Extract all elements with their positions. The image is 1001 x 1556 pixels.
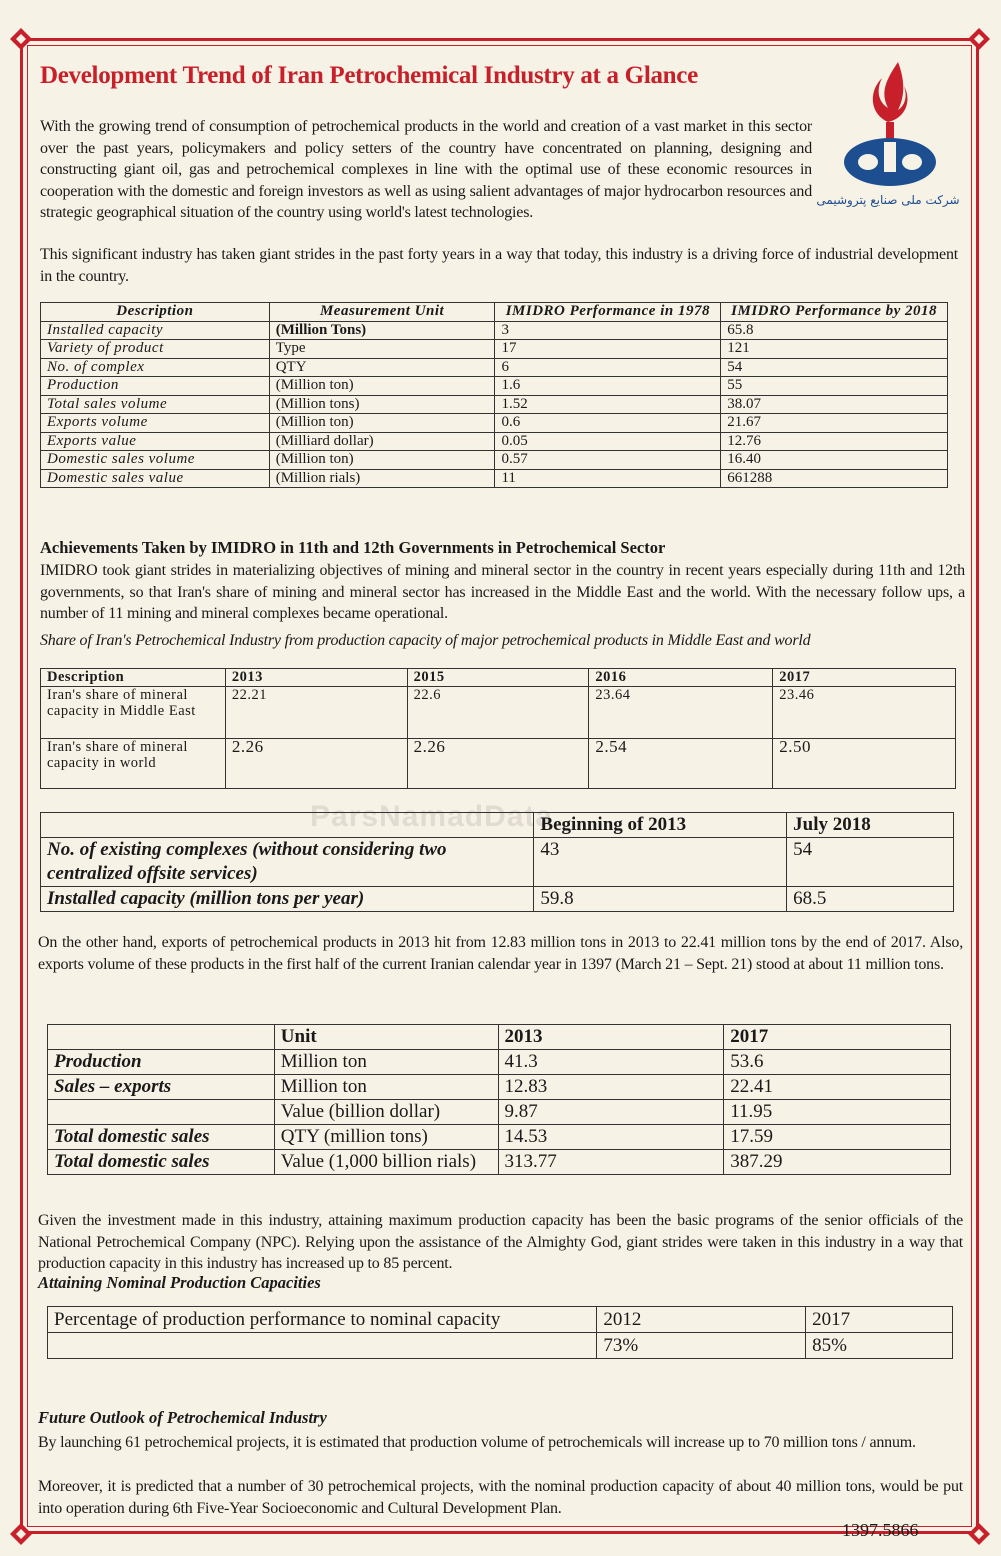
table-row [48,1050,951,1075]
table-row [41,321,948,340]
table-cell: Value (billion dollar) [274,1100,498,1125]
table-cell: (Million rials) [269,469,495,488]
table-cell: 2012 [597,1307,806,1333]
table-cell: 22.41 [724,1075,951,1100]
share-table [40,668,956,789]
table-cell: Iran's share of mineral capacity in Middle East [41,686,226,738]
performance-table [40,302,948,488]
table-cell: (Million tons) [269,395,495,414]
outlook-paragraph: By launching 61 petrochemical projects, it is estimated that production volume of petrochemicals will increase up to 70 million tons / annum. [38,1434,916,1451]
table-cell: 41.3 [498,1050,724,1075]
table-header-row [41,303,948,322]
table-cell: Total sales volume [41,395,270,414]
table-cell: 12.76 [721,432,948,451]
table-header-cell: Description [41,303,270,322]
table-cell: 2.54 [589,738,773,788]
exports-paragraph: On the other hand, exports of petrochemical products in 2013 hit from 12.83 million tons in 2013 to 22.41 million tons by the end of 2017. Also, exports volume of these products in the first half of the current Iranian calendar year in 1397 (March 21 – Sept. 21) stood at about 11 million tons. [38,934,963,973]
table-cell: Type [269,340,495,359]
table-cell: Total domestic sales [48,1150,275,1175]
footer-code: 1397.5866 [842,1520,919,1540]
table-row [41,469,948,488]
table-cell: 23.64 [589,686,773,738]
logo-text: شرکت ملی صنایع پتروشیمی [816,193,960,207]
table-cell: 17 [495,340,721,359]
table-cell: 121 [721,340,948,359]
table-header-row [41,669,956,687]
table-cell: Exports value [41,432,270,451]
table-cell: 11 [495,469,721,488]
intro-paragraph: With the growing trend of consumption of petrochemical products in the world and creation of a vast market in this sector over the past years, policymakers and policy setters of the country have concentrated on planning, designing and constructing giant oil, gas and petrochemical complexes in line with the optimal use of these economic resources in cooperation with the domestic and foreign investors as well as using salient advantages of major hydrocarbon resources and strategic geographical situation of the country using world's latest technologies. [40,118,812,221]
nominal-heading: Attaining Nominal Production Capacities [38,1273,321,1292]
achievements-paragraph: IMIDRO took giant strides in materializing objectives of mining and mineral sector in the country in recent years especially during 11th and 12th governments, so that Iran's share of mining and mineral sector has increased in the Middle East and the world. With the necessary follow ups, a number of 11 mining and mineral complexes became operational. [40,562,965,622]
table-cell: 22.21 [225,686,407,738]
table-cell: Domestic sales value [41,469,270,488]
table-cell: Million ton [274,1075,498,1100]
table-cell: 21.67 [721,414,948,433]
table-cell: Installed capacity [41,321,270,340]
table-cell: No. of existing complexes (without considering two centralized offsite services) [41,838,534,887]
table-cell: 38.07 [721,395,948,414]
table-header-cell: Beginning of 2013 [534,813,787,838]
table-header-cell: 2017 [724,1025,951,1050]
table-row [41,414,948,433]
table-cell: 1.6 [495,377,721,396]
table-cell: Exports volume [41,414,270,433]
outlook-heading: Future Outlook of Petrochemical Industry [38,1408,327,1427]
table-row [41,358,948,377]
table-cell: 661288 [721,469,948,488]
table-cell: QTY [269,358,495,377]
production-sales-table [47,1024,951,1175]
table-cell: Sales – exports [48,1075,275,1100]
table-cell: 2.26 [225,738,407,788]
table-header-cell [41,813,534,838]
investment-paragraph: Given the investment made in this industry, attaining maximum production capacity has been the basic programs of the senior officials of the National Petrochemical Company (NPC). Relying upon the assistance of the Almighty God, giant strides were taken in this industry in a way that production capacity in this industry has increased up to 85 percent. [38,1212,963,1272]
table-cell: Total domestic sales [48,1125,275,1150]
table-row [41,395,948,414]
table-cell: Variety of product [41,340,270,359]
complexes-table [40,812,954,912]
table-cell: 68.5 [787,887,954,912]
table-cell: (Million ton) [269,377,495,396]
table-row [41,432,948,451]
table-cell: (Million Tons) [269,321,495,340]
table-header-cell: 2013 [498,1025,724,1050]
table-cell: 2.50 [773,738,956,788]
table-row [48,1307,953,1333]
table-cell: 59.8 [534,887,787,912]
table-row [41,686,956,738]
table-cell: 12.83 [498,1075,724,1100]
table-cell: 3 [495,321,721,340]
table-cell: No. of complex [41,358,270,377]
table-cell: 73% [597,1333,806,1359]
table-row [41,738,956,788]
nominal-capacity-table [47,1306,953,1359]
table-cell: 387.29 [724,1150,951,1175]
table-cell: 313.77 [498,1150,724,1175]
table-cell: 55 [721,377,948,396]
table-header-cell: IMIDRO Performance by 2018 [721,303,948,322]
table-cell: Production [41,377,270,396]
table-cell: (Million ton) [269,451,495,470]
npc-flame-logo-icon [816,58,960,208]
table-row [48,1100,951,1125]
table-cell: Iran's share of mineral capacity in world [41,738,226,788]
table-row [41,887,954,912]
table-header-cell: Measurement Unit [269,303,495,322]
table-cell: 85% [806,1333,953,1359]
intro-paragraph: This significant industry has taken giant strides in the past forty years in a way that today, this industry is a driving force of industrial development in the country. [40,246,958,285]
table-cell: 2.26 [407,738,589,788]
table-cell: (Milliard dollar) [269,432,495,451]
table-header-cell [48,1025,275,1050]
table-cell: 11.95 [724,1100,951,1125]
table-header-cell: 2015 [407,669,589,687]
table-cell: Value (1,000 billion rials) [274,1150,498,1175]
table-header-row [48,1025,951,1050]
table-cell: 54 [787,838,954,887]
table-cell: 16.40 [721,451,948,470]
table-header-cell: Unit [274,1025,498,1050]
table-row [41,340,948,359]
table-row [48,1333,953,1359]
table-cell: 9.87 [498,1100,724,1125]
table-cell [48,1100,275,1125]
table-cell: 0.6 [495,414,721,433]
table-cell: 43 [534,838,787,887]
table-row [48,1125,951,1150]
table-header-cell: 2017 [773,669,956,687]
table-header-cell: 2016 [589,669,773,687]
table-row [48,1150,951,1175]
table-cell: 6 [495,358,721,377]
table-cell: 22.6 [407,686,589,738]
achievements-heading: Achievements Taken by IMIDRO in 11th and 12th Governments in Petrochemical Sector [40,538,666,557]
table-cell: 2017 [806,1307,953,1333]
table-cell: (Million ton) [269,414,495,433]
table-cell: 17.59 [724,1125,951,1150]
table-row [41,451,948,470]
table-cell: 14.53 [498,1125,724,1150]
table-cell: 0.05 [495,432,721,451]
page-title: Development Trend of Iran Petrochemical Industry at a Glance [40,62,698,89]
table-cell: 1.52 [495,395,721,414]
table-cell: QTY (million tons) [274,1125,498,1150]
watermark-text: ParsNamadData [310,800,554,833]
table-cell: 65.8 [721,321,948,340]
table-cell: Installed capacity (million tons per year) [41,887,534,912]
table-cell: Percentage of production performance to nominal capacity [48,1307,597,1333]
share-caption: Share of Iran's Petrochemical Industry from production capacity of major petrochemical products in Middle East and world [40,632,811,649]
outlook-paragraph: Moreover, it is predicted that a number of 30 petrochemical projects, with the nominal production capacity of about 40 million tons, would be put into operation during 6th Five-Year Socioeconomic and Cultural Development Plan. [38,1478,963,1517]
table-cell [48,1333,597,1359]
table-cell: Domestic sales volume [41,451,270,470]
table-row [48,1075,951,1100]
table-row [41,838,954,887]
table-header-cell: 2013 [225,669,407,687]
table-cell: 54 [721,358,948,377]
table-header-cell: IMIDRO Performance in 1978 [495,303,721,322]
table-cell: 23.46 [773,686,956,738]
table-cell: Million ton [274,1050,498,1075]
table-header-cell: Description [41,669,226,687]
table-cell: 53.6 [724,1050,951,1075]
table-header-cell: July 2018 [787,813,954,838]
table-cell: Production [48,1050,275,1075]
table-row [41,377,948,396]
table-cell: 0.57 [495,451,721,470]
table-header-row [41,813,954,838]
